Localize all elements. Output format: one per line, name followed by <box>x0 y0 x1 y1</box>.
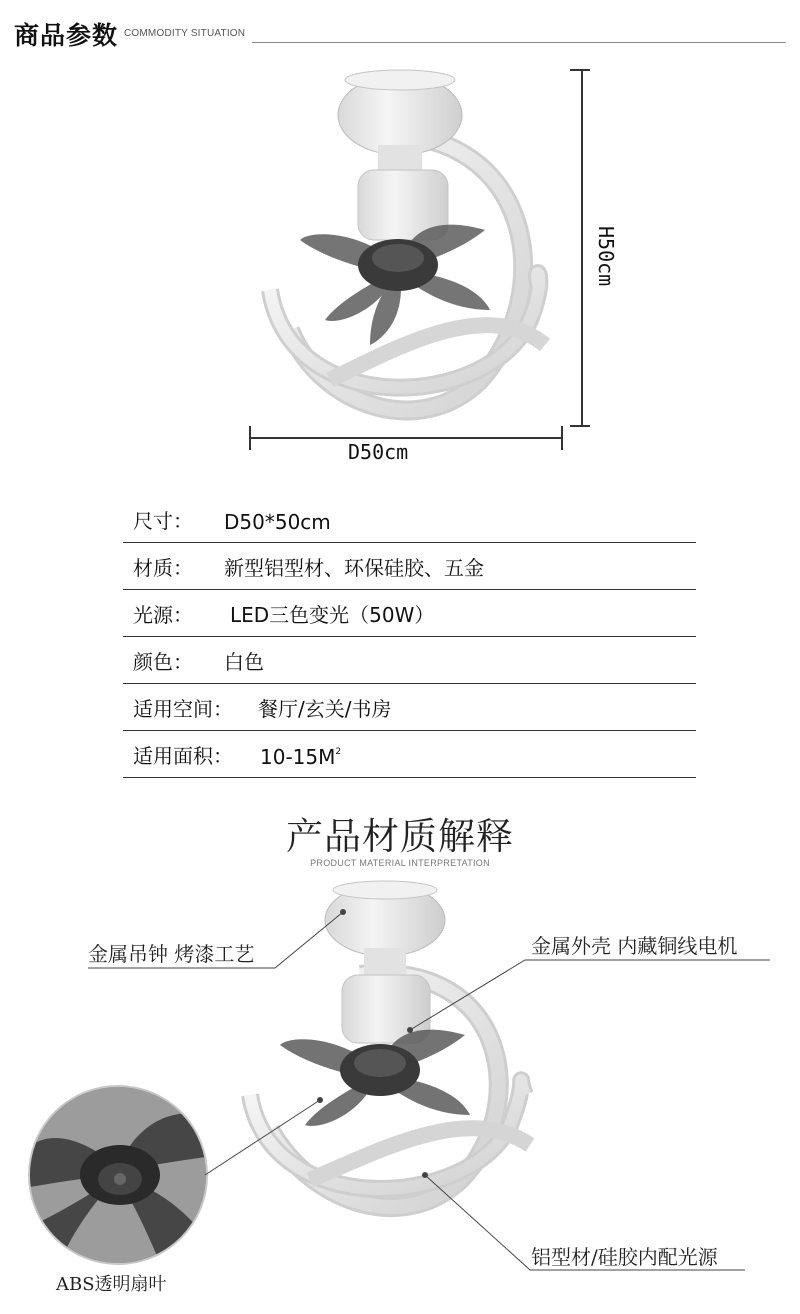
callout-housing: 金属外壳 内藏铜线电机 <box>531 934 738 958</box>
spec-row-size <box>123 505 696 543</box>
spec-value: 餐厅/玄关/书房 <box>258 697 392 721</box>
spec-row-space <box>123 684 696 731</box>
spec-value: D50*50cm <box>224 510 331 534</box>
section-title: 商品参数 <box>14 21 119 50</box>
section-subtitle: COMMODITY SITUATION <box>124 28 246 39</box>
fan-product-image <box>230 60 590 460</box>
callout-ring: 铝型材/硅胶内配光源 <box>531 1245 718 1269</box>
spec-table <box>123 505 696 778</box>
diameter-label: D50cm <box>348 440 409 464</box>
callout-blade: ABS透明扇叶 <box>56 1274 167 1295</box>
material-subtitle: PRODUCT MATERIAL INTERPRETATION <box>310 858 490 868</box>
spec-key: 材质： <box>133 556 193 580</box>
spec-row-light <box>123 590 696 637</box>
spec-row-material <box>123 543 696 590</box>
spec-row-color <box>123 637 696 684</box>
spec-key: 尺寸： <box>133 509 193 533</box>
blade-zoom-inset <box>28 1085 208 1265</box>
spec-value-area <box>260 745 341 769</box>
callout-canopy: 金属吊钟 烤漆工艺 <box>88 942 255 966</box>
spec-key: 适用空间： <box>133 697 233 721</box>
fan-material-image <box>230 880 560 1250</box>
spec-key: 适用面积： <box>133 744 233 768</box>
spec-value: 白色 <box>224 650 264 674</box>
spec-row-area <box>123 731 696 778</box>
spec-value: LED三色变光（50W） <box>230 603 435 627</box>
header-rule <box>252 42 786 43</box>
spec-value: 新型铝型材、环保硅胶、五金 <box>224 556 484 580</box>
spec-key: 光源： <box>133 603 193 627</box>
spec-key: 颜色： <box>133 650 193 674</box>
section-header <box>14 16 786 50</box>
area-superscript: 2 <box>335 747 342 757</box>
area-value: 10-15M <box>260 745 336 769</box>
height-label: H50cm <box>594 226 618 287</box>
material-title: 产品材质解释 <box>286 815 514 858</box>
